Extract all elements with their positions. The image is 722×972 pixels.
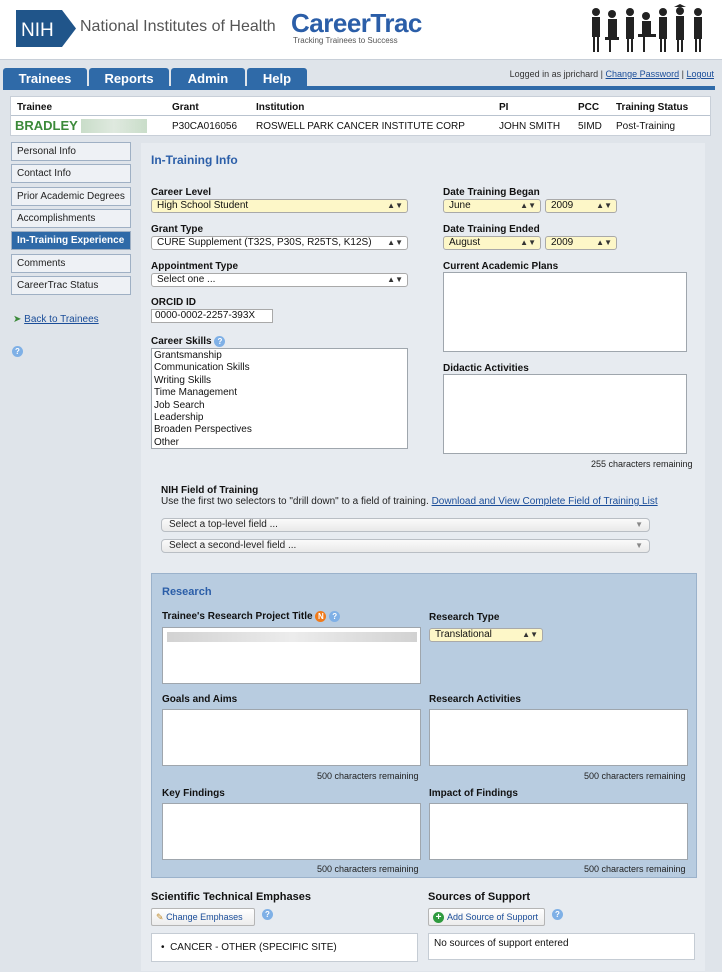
field-of-training-label: NIH Field of Training — [161, 485, 259, 496]
back-link-label: Back to Trainees — [24, 314, 99, 325]
date-began-year-value: 2009 — [551, 200, 574, 211]
appointment-type-label: Appointment Type — [151, 261, 239, 272]
second-level-field-select[interactable] — [161, 539, 650, 553]
date-ended-year-select[interactable] — [545, 236, 617, 250]
orcid-label: ORCID ID — [151, 297, 196, 308]
select-arrows-icon: ▲▼ — [596, 201, 612, 210]
header-divider — [11, 115, 710, 116]
tab-trainees[interactable]: Trainees — [3, 68, 87, 89]
research-type-select[interactable] — [429, 628, 543, 642]
support-list — [428, 933, 695, 960]
tab-admin[interactable]: Admin — [171, 68, 245, 89]
change-emphases-button[interactable] — [151, 908, 255, 926]
list-item[interactable]: Broaden Perspectives — [154, 424, 252, 436]
logged-in-text: Logged in as jprichard | — [509, 69, 604, 79]
top-level-field-placeholder: Select a top-level field ... — [169, 519, 278, 530]
date-began-month-select[interactable] — [443, 199, 541, 213]
academic-plans-label: Current Academic Plans — [443, 261, 559, 272]
sidebar-item-comments[interactable]: Comments — [11, 254, 131, 273]
tab-help[interactable]: Help — [247, 68, 307, 89]
nih-badge-text: NIH — [21, 20, 54, 41]
second-level-field-placeholder: Select a second-level field ... — [169, 540, 297, 551]
grant-type-label: Grant Type — [151, 224, 204, 235]
page-title: In-Training Info — [151, 153, 238, 167]
select-arrows-icon: ▲▼ — [387, 275, 403, 284]
list-item[interactable]: Communication Skills — [154, 362, 250, 374]
academic-plans-textarea[interactable] — [443, 272, 687, 352]
key-findings-label: Key Findings — [162, 788, 225, 799]
app-subtitle: Tracking Trainees to Success — [293, 36, 398, 45]
date-ended-year-value: 2009 — [551, 237, 574, 248]
research-activities-label: Research Activities — [429, 694, 521, 705]
sidebar-item-contact-info[interactable]: Contact Info — [11, 164, 131, 183]
career-skills-list[interactable] — [151, 348, 408, 449]
plus-icon: + — [433, 912, 444, 923]
sidebar-item-careertrac-status[interactable]: CareerTrac Status — [11, 276, 131, 295]
impact-textarea[interactable] — [429, 803, 688, 860]
question-mark-icon[interactable]: ? — [552, 909, 563, 920]
date-ended-month-select[interactable] — [443, 236, 541, 250]
col-header-pi: PI — [499, 102, 509, 113]
logout-link[interactable]: Logout — [686, 69, 714, 79]
research-activities-textarea[interactable] — [429, 709, 688, 766]
list-item[interactable]: Grantsmanship — [154, 350, 222, 361]
support-label: Sources of Support — [428, 891, 531, 903]
list-item[interactable]: Writing Skills — [154, 374, 212, 386]
question-mark-icon[interactable]: ? — [214, 336, 225, 347]
orcid-input[interactable]: 0000-0002-2257-393X — [151, 309, 273, 323]
research-type-label: Research Type — [429, 612, 500, 623]
date-ended-month-value: August — [449, 237, 481, 248]
research-type-value: Translational — [435, 629, 492, 640]
career-skills-label-text: Career Skills — [151, 336, 212, 347]
trainee-status: Post-Training — [616, 121, 676, 132]
select-arrows-icon: ▲▼ — [522, 630, 538, 639]
question-mark-icon[interactable]: ? — [12, 346, 23, 357]
support-empty-text: No sources of support entered — [434, 938, 569, 949]
career-level-select[interactable] — [151, 199, 408, 213]
nih-name: National Institutes of Health — [80, 18, 276, 35]
emphases-list — [151, 933, 418, 962]
chevron-down-icon: ▼ — [635, 520, 643, 529]
question-mark-icon[interactable]: ? — [262, 909, 273, 920]
nih-logo — [16, 10, 76, 47]
select-arrows-icon: ▲▼ — [520, 201, 536, 210]
impact-label: Impact of Findings — [429, 788, 518, 799]
trainee-name: BRADLEY — [15, 118, 78, 133]
impact-remaining: 500 characters remaining — [584, 864, 686, 874]
goals-label: Goals and Aims — [162, 694, 238, 705]
add-support-label: Add Source of Support — [447, 912, 539, 922]
list-item[interactable]: Other — [154, 436, 180, 448]
redacted-title — [167, 632, 417, 642]
change-password-link[interactable]: Change Password — [605, 69, 680, 79]
didactic-label: Didactic Activities — [443, 363, 529, 374]
appointment-type-select[interactable] — [151, 273, 408, 287]
col-header-status: Training Status — [616, 102, 689, 113]
col-header-pcc: PCC — [578, 102, 600, 113]
date-began-label: Date Training Began — [443, 187, 540, 198]
trainee-pi: JOHN SMITH — [499, 121, 561, 132]
list-item[interactable]: Job Search — [154, 399, 205, 411]
question-mark-icon[interactable]: ? — [329, 611, 340, 622]
research-activities-remaining: 500 characters remaining — [584, 771, 686, 781]
research-title: Research — [162, 586, 212, 598]
link-separator: | — [681, 69, 684, 79]
career-skills-label — [151, 336, 225, 347]
select-arrows-icon: ▲▼ — [387, 238, 403, 247]
project-title-label-text: Trainee's Research Project Title — [162, 611, 313, 622]
select-arrows-icon: ▲▼ — [596, 238, 612, 247]
field-of-training-instructions — [161, 496, 658, 507]
select-arrows-icon: ▲▼ — [520, 238, 536, 247]
back-to-trainees-link[interactable] — [13, 314, 99, 325]
trainee-institution: ROSWELL PARK CANCER INSTITUTE CORP — [256, 121, 465, 132]
project-title-label — [162, 611, 340, 622]
col-header-trainee: Trainee — [17, 102, 53, 113]
change-emphases-label: Change Emphases — [166, 912, 243, 922]
instructions-text: Use the first two selectors to "drill down" to a field of training. — [161, 496, 429, 507]
add-support-button[interactable] — [428, 908, 545, 926]
list-item: CANCER - OTHER (SPECIFIC SITE) — [170, 942, 337, 953]
project-title-textarea[interactable] — [162, 627, 421, 684]
date-began-year-select[interactable] — [545, 199, 617, 213]
field-list-link[interactable]: Download and View Complete Field of Training List — [431, 496, 658, 507]
top-level-field-select[interactable] — [161, 518, 650, 532]
goals-textarea[interactable] — [162, 709, 421, 766]
goals-remaining: 500 characters remaining — [317, 771, 419, 781]
trainee-grant: P30CA016056 — [172, 121, 238, 132]
emphases-label: Scientific Technical Emphases — [151, 891, 311, 903]
trainees-silhouette-icon — [588, 4, 712, 54]
date-ended-label: Date Training Ended — [443, 224, 540, 235]
tab-reports[interactable]: Reports — [89, 68, 169, 89]
list-item[interactable]: Time Management — [154, 387, 237, 399]
redacted-surname — [81, 119, 147, 133]
career-level-value: High School Student — [157, 200, 249, 211]
new-badge-icon: N — [315, 611, 326, 622]
sidebar-item-personal-info[interactable]: Personal Info — [11, 142, 131, 161]
sidebar-item-in-training[interactable]: In-Training Experience — [11, 231, 131, 250]
trainee-summary — [10, 96, 711, 136]
sidebar-item-accomplishments[interactable]: Accomplishments — [11, 209, 131, 228]
page-header — [0, 0, 722, 60]
key-findings-textarea[interactable] — [162, 803, 421, 860]
appointment-type-value: Select one ... — [157, 274, 216, 285]
pencil-icon: ✎ — [156, 912, 164, 922]
grant-type-select[interactable] — [151, 236, 408, 250]
key-findings-remaining: 500 characters remaining — [317, 864, 419, 874]
login-status — [510, 69, 714, 79]
didactic-textarea[interactable] — [443, 374, 687, 454]
bullet-icon: • — [161, 942, 165, 953]
grant-type-value: CURE Supplement (T32S, P30S, R25TS, K12S) — [157, 237, 372, 248]
col-header-grant: Grant — [172, 102, 199, 113]
list-item[interactable]: Leadership — [154, 412, 204, 424]
career-level-label: Career Level — [151, 187, 212, 198]
select-arrows-icon: ▲▼ — [387, 201, 403, 210]
sidebar-item-prior-degrees[interactable]: Prior Academic Degrees — [11, 187, 131, 206]
app-title: CareerTrac — [291, 8, 422, 38]
trainee-pcc: 5IMD — [578, 121, 602, 132]
didactic-remaining: 255 characters remaining — [591, 459, 693, 469]
col-header-institution: Institution — [256, 102, 305, 113]
chevron-down-icon: ▼ — [635, 541, 643, 550]
back-arrow-icon: ➤ — [13, 314, 22, 325]
date-began-month-value: June — [449, 200, 471, 211]
